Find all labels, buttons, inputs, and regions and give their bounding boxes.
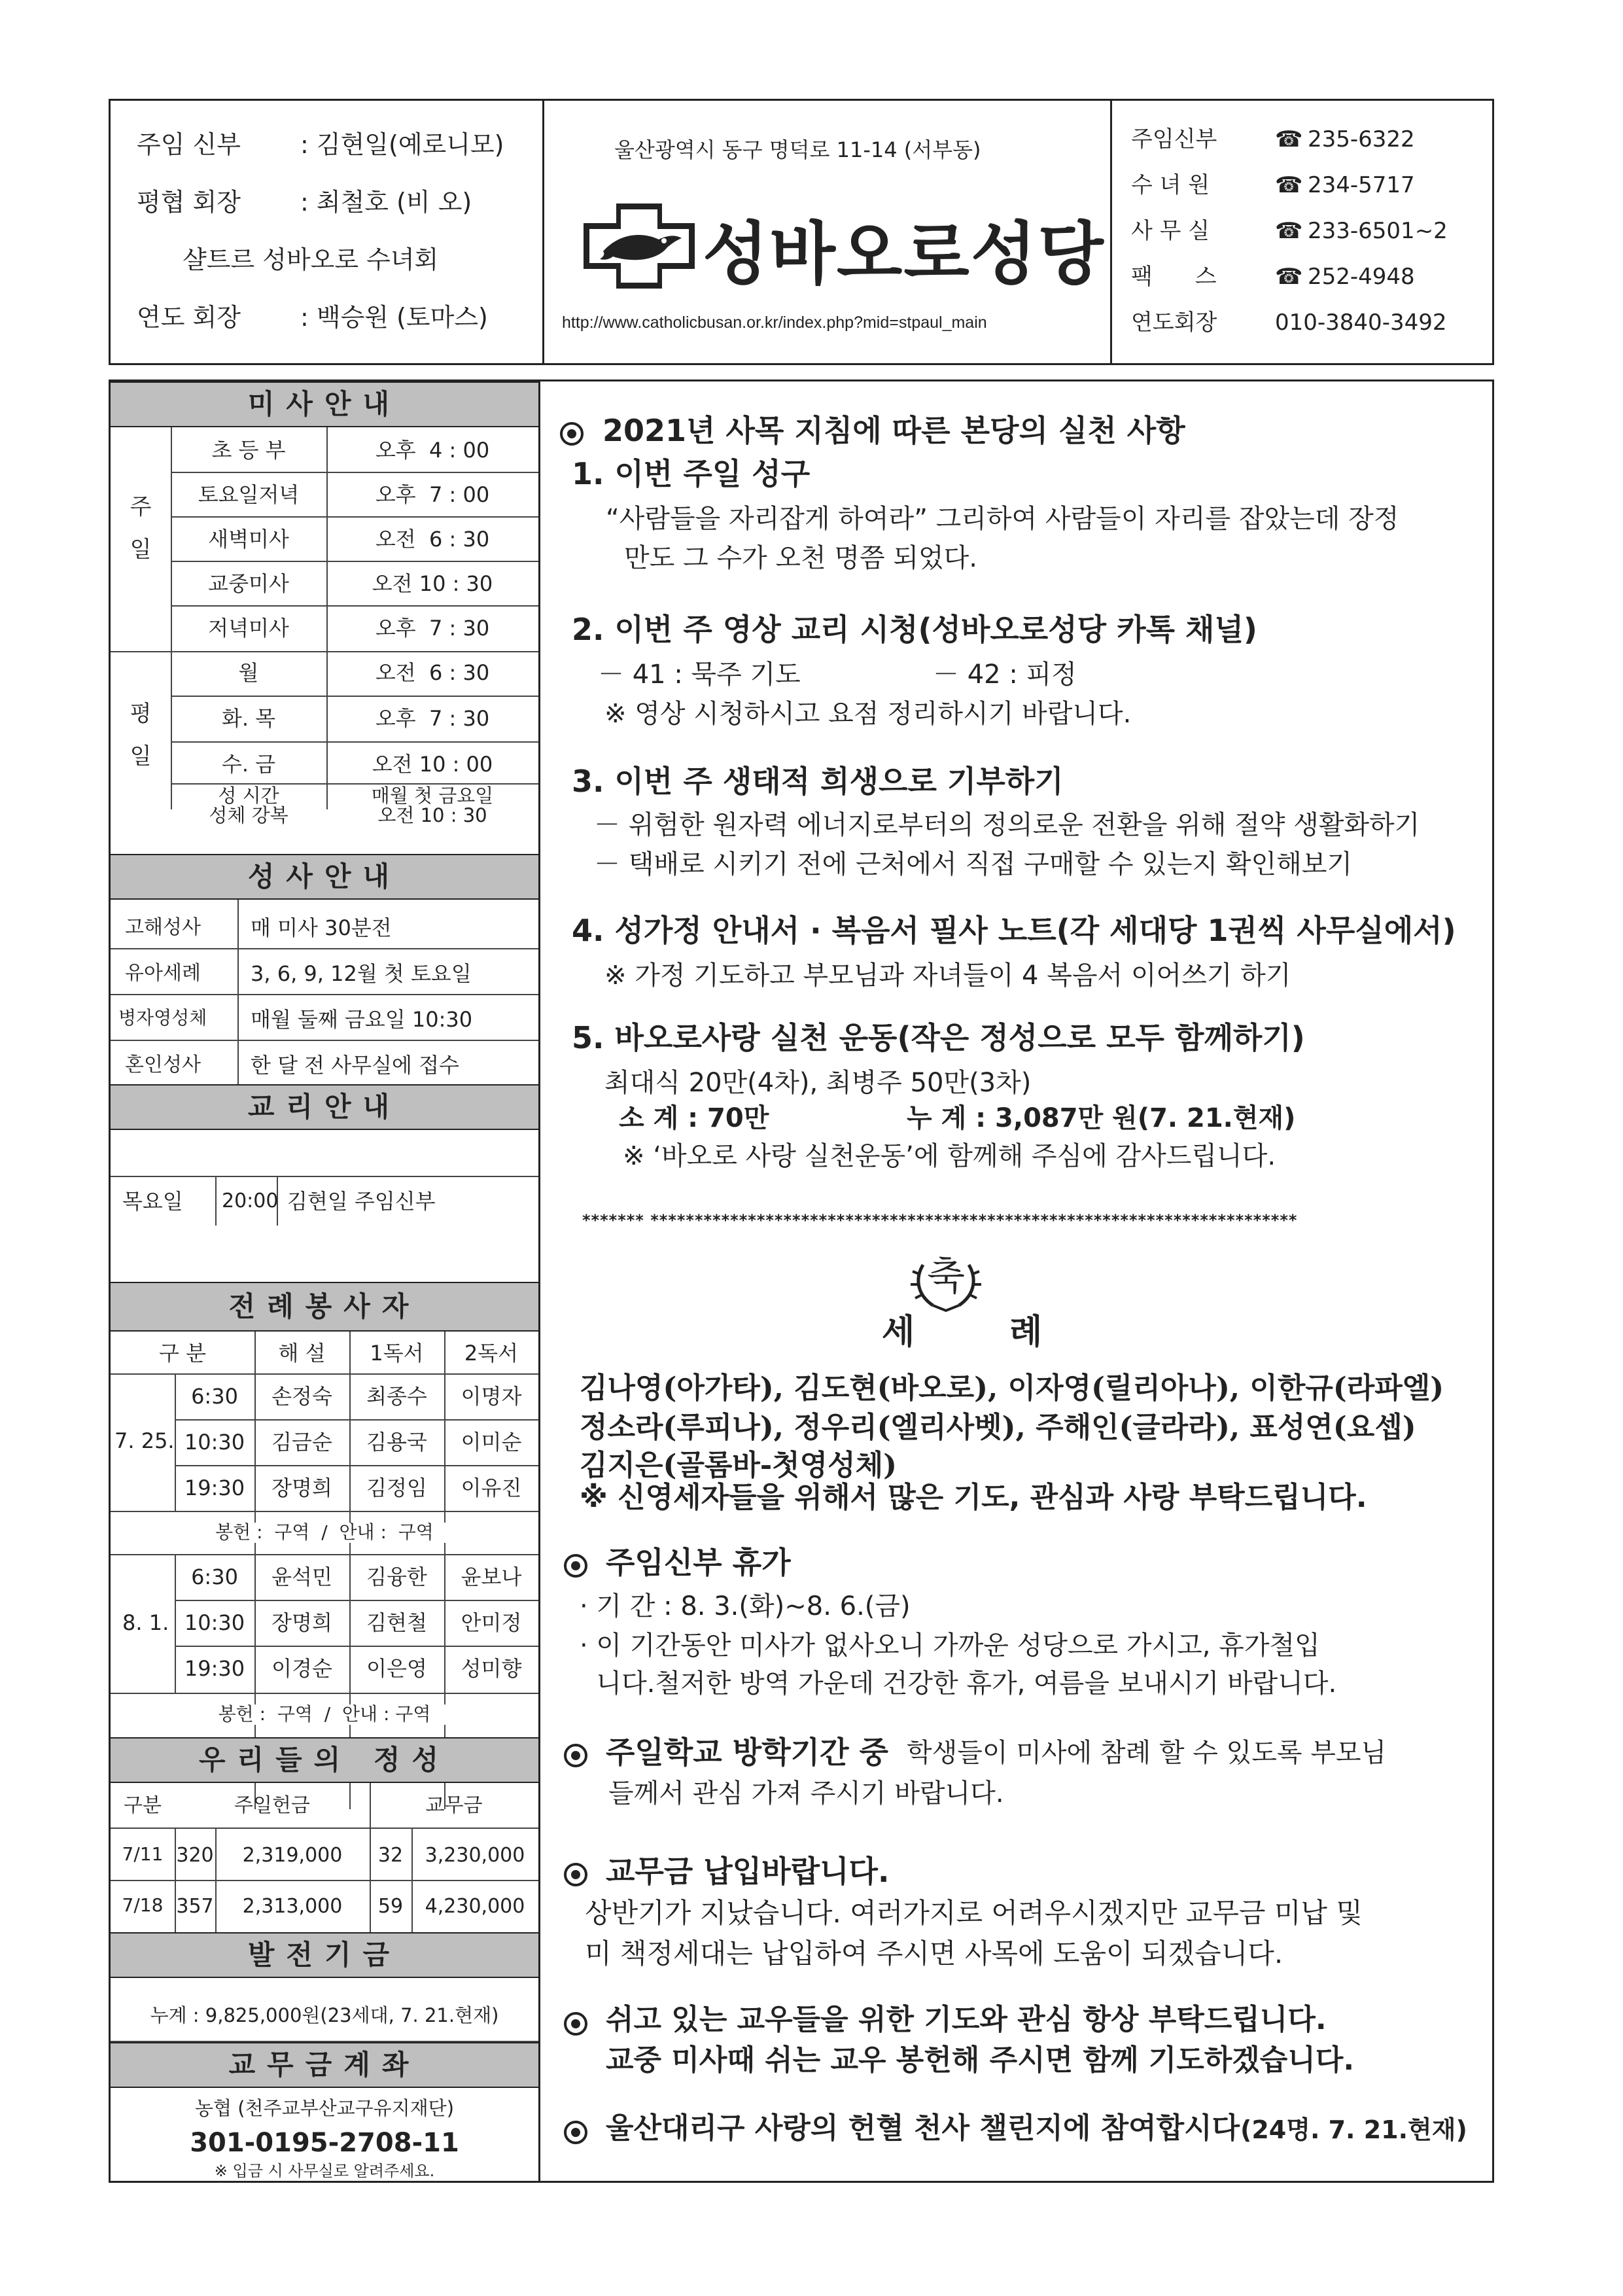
liturgy-time: 6:30 (191, 1564, 238, 1589)
liturgy-header: 2독서 (464, 1341, 519, 1366)
mass-time: 오후 7 : 00 (375, 482, 490, 507)
account-bank: 농협 (천주교부산교구유지재단) (194, 2097, 455, 2119)
liturgy-reader1: 김용국 (366, 1430, 427, 1455)
mass-section-title: 미사안내 (111, 381, 538, 427)
contact-phone: 234-5717 (1308, 172, 1415, 198)
catechism-teacher: 김현일 주임신부 (287, 1189, 436, 1214)
offering-amount: 2,319,000 (242, 1844, 343, 1867)
liturgy-reader2: 이명자 (461, 1384, 522, 1409)
mass-time: 오전 6 : 30 (375, 660, 490, 685)
mass-name: 수. 금 (221, 752, 276, 777)
liturgy-reader1: 김융한 (366, 1564, 427, 1589)
sacrament-desc: 매 미사 30분전 (251, 915, 392, 940)
dues-title: 교무금 납입바랍니다. (606, 1854, 890, 1889)
bullet-icon (564, 2012, 587, 2036)
baptism-names: 김지은(골롬바-첫영성체) (580, 1449, 897, 1482)
liturgy-date: 7. 25. (114, 1428, 175, 1453)
phone-icon: ☎ (1275, 172, 1303, 198)
school-text: 들께서 관심 가져 주시기 바랍니다. (608, 1778, 1004, 1809)
baptism-names: 김나영(아가타), 김도현(바오로), 이자영(릴리아나), 이한규(라파엘) (580, 1371, 1444, 1405)
item-line: ※ 영상 시청하시고 요점 정리하시기 바랍니다. (604, 699, 1132, 729)
liturgy-reader1: 김정임 (366, 1475, 427, 1500)
star-divider: ******* ************************************************************************* (582, 1211, 1298, 1229)
liturgy-header: 해 설 (278, 1341, 326, 1366)
bullet-icon (564, 2121, 587, 2144)
liturgy-commentator: 장명희 (271, 1475, 332, 1500)
liturgy-commentator: 윤석민 (271, 1564, 332, 1589)
liturgy-header: 1독서 (370, 1341, 424, 1366)
header-divider (542, 101, 544, 363)
contact-label: 팩 스 (1131, 264, 1217, 290)
bullet-icon (564, 1554, 587, 1578)
item-title: 5. 바오로사랑 실천 운동(작은 정성으로 모두 함께하기) (572, 1020, 1305, 1055)
liturgy-date: 8. 1. (122, 1610, 169, 1635)
mass-name: 화. 목 (221, 706, 276, 731)
liturgy-reader2: 이유진 (461, 1475, 522, 1500)
weekday-label: 평 일 (130, 701, 152, 769)
liturgy-commentator: 이경순 (271, 1656, 332, 1681)
mass-name: 토요일저녁 (198, 482, 300, 507)
item-title: 3. 이번 주 생태적 희생으로 기부하기 (572, 764, 1064, 799)
offering-amount: 2,313,000 (242, 1895, 343, 1918)
liturgy-time: 19:30 (184, 1656, 245, 1681)
liturgy-header: 구 분 (159, 1341, 206, 1366)
liturgy-time: 6:30 (191, 1384, 238, 1409)
offering-header: 주일헌금 (234, 1794, 310, 1817)
council-label: 평협 회장 (137, 188, 241, 217)
account-section-title: 교무금계좌 (111, 2042, 538, 2088)
baptism-note: ※ 신영세자들을 위해서 많은 기도, 관심과 사랑 부탁드립니다. (580, 1481, 1367, 1514)
fund-section-title: 발전기금 (111, 1932, 538, 1978)
liturgy-reader2: 성미향 (461, 1656, 522, 1681)
item-subtotal: 소 계 : 70만 (619, 1103, 769, 1133)
contact-label: 연도회장 (1131, 309, 1217, 336)
sacrament-desc: 매월 둘째 금요일 10:30 (251, 1007, 473, 1032)
mass-name: 교중미사 (208, 571, 289, 596)
dues-count: 32 (377, 1844, 404, 1867)
sacrament-name: 고해성사 (125, 916, 201, 939)
item-title: 2. 이번 주 영상 교리 시청(성바오로성당 카톡 채널) (572, 612, 1257, 647)
catechism-day: 목요일 (122, 1189, 183, 1214)
sunday-label: 주 일 (130, 494, 152, 563)
vacation-line: · 기 간 : 8. 3.(화)~8. 6.(금) (580, 1591, 911, 1621)
mass-name: 월 (238, 660, 259, 685)
liturgy-section-title: 전례봉사자 (111, 1282, 538, 1332)
vacation-title: 주임신부 휴가 (606, 1545, 791, 1580)
item-line: － 택배로 시키기 전에 근처에서 직접 구매할 수 있는지 확인해보기 (594, 849, 1353, 879)
item-total: 누 계 : 3,087만 원(7. 21.현재) (907, 1103, 1296, 1133)
vacation-line: 니다.철저한 방역 가운데 건강한 휴가, 여름을 보내시기 바랍니다. (580, 1669, 1337, 1699)
liturgy-reader2: 안미정 (461, 1610, 522, 1635)
offering-date: 7/11 (122, 1843, 164, 1865)
vacation-line: · 이 기간동안 미사가 없사오니 가까운 성당으로 가시고, 휴가철입 (580, 1631, 1320, 1661)
school-title: 주일학교 방학기간 중 (606, 1735, 888, 1770)
phone-icon: ☎ (1275, 264, 1303, 290)
yeondo-label: 연도 회장 (137, 303, 241, 332)
council-value: : 최철호 (비 오) (300, 188, 472, 217)
offering-header: 교무금 (425, 1794, 483, 1817)
contact-label: 사 무 실 (1131, 218, 1210, 244)
church-address: 울산광역시 동구 명덕로 11-14 (서부동) (614, 137, 981, 162)
item-line: 만도 그 수가 오천 명쯤 되었다. (624, 543, 977, 573)
bullet-icon (560, 422, 584, 446)
sacrament-desc: 3, 6, 9, 12월 첫 토요일 (251, 961, 472, 986)
bullet-icon (564, 1863, 587, 1886)
mass-time: 오후 7 : 30 (375, 706, 490, 731)
liturgy-commentator: 장명희 (271, 1610, 332, 1635)
mass-time: 오전 10 : 30 (372, 571, 493, 596)
right-column (540, 380, 1494, 2183)
church-url[interactable]: http://www.catholicbusan.or.kr/index.php?mid=stpaul_main (562, 313, 987, 332)
liturgy-reader1: 최종수 (366, 1384, 427, 1409)
mass-time: 매월 첫 금요일 오전 10 : 30 (371, 785, 494, 827)
pastoral-heading: 2021년 사목 지침에 따른 본당의 실천 사항 (602, 413, 1185, 448)
item-line: “사람들을 자리잡게 하여라” 그리하여 사람들이 자리를 잡았는데 장정 (606, 504, 1399, 534)
bullet-icon (564, 1744, 587, 1767)
baptism-names: 정소라(루피나), 정우리(엘리사벳), 주해인(글라라), 표성연(요셉) (580, 1411, 1416, 1444)
catechism-time: 20:00 (222, 1190, 279, 1212)
congrats-icon: 축 (927, 1254, 965, 1299)
liturgy-time: 19:30 (184, 1475, 245, 1500)
offering-date: 7/18 (122, 1894, 164, 1916)
phone-icon: ☎ (1275, 126, 1303, 152)
church-logo-icon (580, 200, 698, 292)
sacrament-desc: 한 달 전 사무실에 접수 (251, 1053, 459, 1078)
offering-section-title: 우리들의 정성 (111, 1737, 538, 1783)
pastor-label: 주임 신부 (137, 130, 241, 159)
liturgy-commentator: 손정숙 (271, 1384, 332, 1409)
yeondo-value: : 백승원 (토마스) (300, 303, 488, 332)
liturgy-time: 10:30 (184, 1610, 245, 1635)
school-text: 학생들이 미사에 참례 할 수 있도록 부모님 (907, 1738, 1387, 1768)
sisters-label: 샬트르 성바오로 수녀회 (183, 245, 439, 274)
rest-line: 교중 미사때 쉬는 교우 봉헌해 주시면 함께 기도하겠습니다. (606, 2043, 1355, 2077)
blood-count: (24명. 7. 21.현재) (1240, 2115, 1467, 2144)
liturgy-reader1: 이은영 (366, 1656, 427, 1681)
sacrament-name: 병자영성체 (118, 1007, 207, 1029)
header-divider (1110, 101, 1112, 363)
blood-title: 울산대리구 사랑의 헌혈 천사 챌린지에 참여합시다 (606, 2111, 1240, 2145)
sacrament-name: 유아세례 (125, 962, 201, 985)
offering-header: 구분 (124, 1794, 162, 1817)
account-number: 301-0195-2708-11 (190, 2128, 459, 2158)
item-title: 1. 이번 주일 성구 (572, 456, 811, 491)
contact-phone: 235-6322 (1308, 126, 1415, 152)
mass-time: 오전 6 : 30 (375, 527, 490, 552)
dues-amount: 3,230,000 (425, 1844, 525, 1867)
mass-name: 성 시간 성체 강복 (209, 785, 288, 827)
mass-name: 저녁미사 (208, 616, 289, 641)
liturgy-commentator: 김금순 (271, 1430, 332, 1455)
contact-label: 수 녀 원 (1131, 172, 1210, 198)
liturgy-reader2: 이미순 (461, 1430, 522, 1455)
left-column (109, 380, 540, 2183)
pastor-value: : 김현일(예로니모) (300, 130, 504, 159)
liturgy-reader2: 윤보나 (461, 1564, 522, 1589)
dues-line: 미 책정세대는 납입하여 주시면 사목에 도움이 되겠습니다. (585, 1937, 1283, 1969)
dues-amount: 4,230,000 (425, 1895, 525, 1918)
mass-time: 오후 4 : 00 (375, 438, 490, 463)
contact-phone: 252-4948 (1308, 264, 1415, 290)
baptism-title: 세 례 (882, 1313, 1043, 1352)
mass-name: 새벽미사 (208, 527, 289, 552)
phone-icon: ☎ (1275, 218, 1303, 244)
item-line: ※ ‘바오로 사랑 실천운동’에 함께해 주심에 감사드립니다. (623, 1141, 1276, 1171)
item-line: ※ 가정 기도하고 부모님과 자녀들이 4 복음서 이어쓰기 하기 (604, 961, 1291, 991)
liturgy-note: 봉헌 : 구역 / 안내 : 구역 (111, 1523, 538, 1543)
offering-count: 357 (176, 1895, 214, 1918)
dues-count: 59 (377, 1895, 404, 1918)
account-note: ※ 입금 시 사무실로 알려주세요. (214, 2162, 435, 2180)
item-line: － 41 : 묵주 기도 (598, 660, 801, 690)
liturgy-note: 봉헌 : 구역 / 안내 : 구역 (111, 1704, 538, 1725)
contact-label: 주임신부 (1131, 126, 1217, 152)
mass-name: 초 등 부 (211, 438, 286, 463)
mass-time: 오전 10 : 00 (372, 752, 493, 777)
sacrament-name: 혼인성사 (125, 1053, 201, 1076)
fund-total: 누계 : 9,825,000원(23세대, 7. 21.현재) (150, 2004, 499, 2026)
church-name: 성바오로성당 (703, 214, 1105, 294)
contact-phone: 010-3840-3492 (1275, 309, 1447, 336)
liturgy-reader1: 김현철 (366, 1610, 427, 1635)
mass-time: 오후 7 : 30 (375, 616, 490, 641)
item-title: 4. 성가정 안내서 · 복음서 필사 노트(각 세대당 1권씩 사무실에서) (572, 913, 1456, 948)
header-box (109, 99, 1494, 365)
sacrament-section-title: 성사안내 (111, 854, 538, 900)
item-line: － 위험한 원자력 에너지로부터의 정의로운 전환을 위해 절약 생활화하기 (594, 810, 1420, 840)
catechism-section-title: 교리안내 (111, 1084, 538, 1130)
dues-line: 상반기가 지났습니다. 여러가지로 어려우시겠지만 교무금 미납 및 (585, 1897, 1363, 1929)
liturgy-time: 10:30 (184, 1430, 245, 1455)
offering-count: 320 (176, 1844, 214, 1867)
item-line: － 42 : 피정 (933, 660, 1077, 690)
item-line: 최대식 20만(4차), 최병주 50만(3차) (604, 1068, 1032, 1098)
rest-title: 쉬고 있는 교우들을 위한 기도와 관심 항상 부탁드립니다. (606, 2003, 1327, 2036)
contact-phone: 233-6501~2 (1308, 218, 1448, 244)
